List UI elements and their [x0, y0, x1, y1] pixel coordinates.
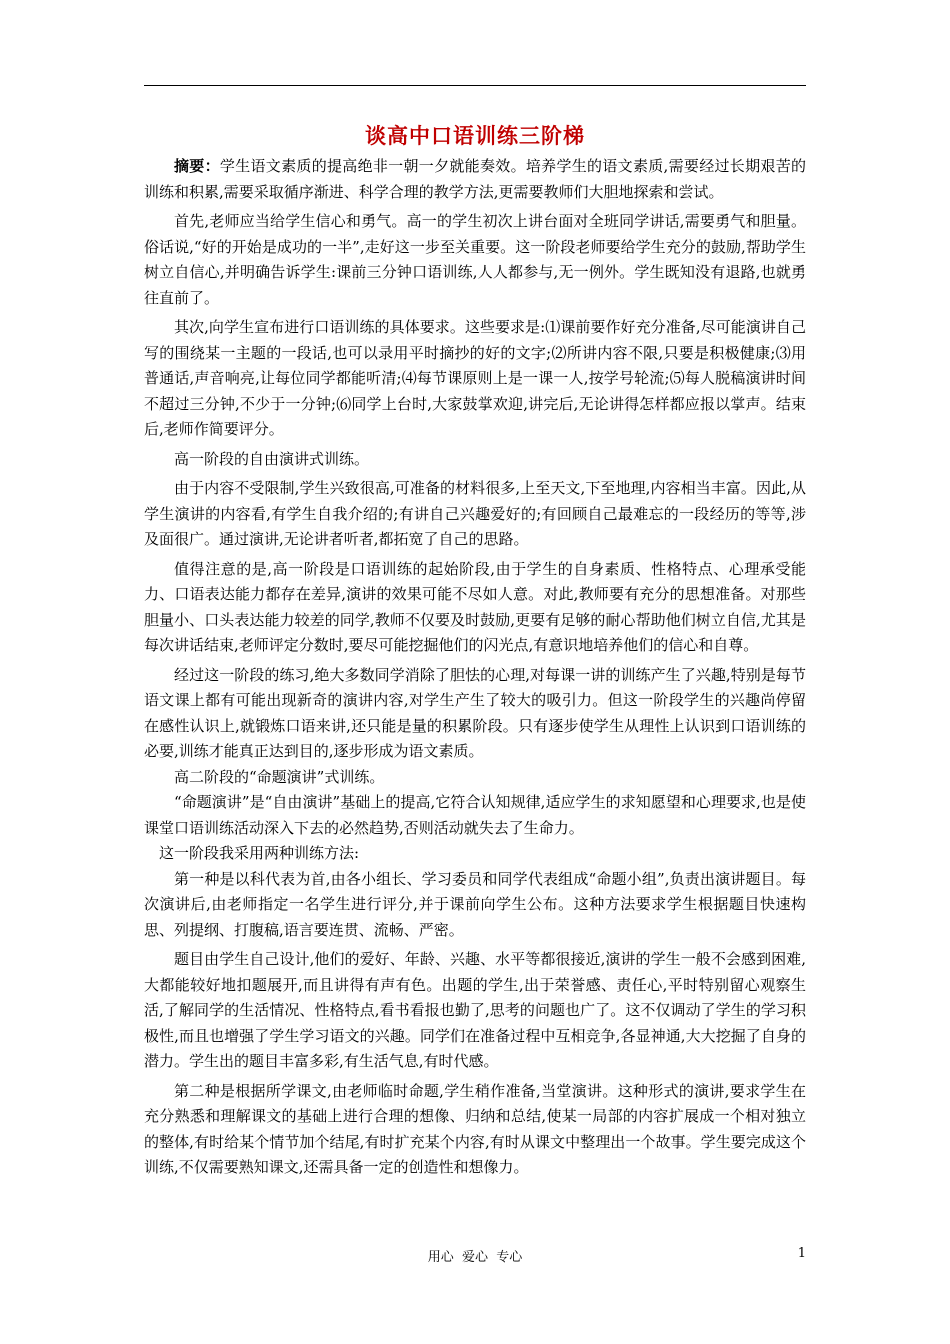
paragraph-8: 第一种是以科代表为首,由各小组长、学习委员和同学代表组成“命题小组”,负责出演讲题目。每次演讲后,由老师指定一名学生进行评分,并于课前向学生公布。这种方法要求学生根据题目快速构思、列提纲、打腹稿,语言要连贯、流畅、严密。	[144, 869, 806, 939]
page-number: 1	[797, 1246, 806, 1261]
page-footer	[0, 1246, 950, 1266]
footer-motto: 用心 爱心 专心	[427, 1250, 523, 1265]
header-rule	[144, 85, 806, 86]
abstract-label: 摘要：	[174, 157, 220, 175]
paragraph-7: 这一阶段我采用两种训练方法:	[159, 844, 360, 862]
paragraph-1: 首先,老师应当给学生信心和勇气。高一的学生初次上讲台面对全班同学讲话,需要勇气和胆量。俗话说,“好的开始是成功的一半”,走好这一步至关重要。这一阶段老师要给学生充分的鼓励,帮助学生树立自信心,并明确告诉学生:课前三分钟口语训练,人人都参与,无一例外。学生既知没有退路,也就勇往直前了。	[144, 212, 806, 307]
abstract-text: 学生语文素质的提高绝非一朝一夕就能奏效。培养学生的语文素质,需要经过长期艰苦的训练和积累,需要采取循序渐进、科学合理的教学方法,更需要教师们大胆地探索和尝试。	[144, 157, 806, 201]
document-title: 谈高中口语训练三阶梯	[365, 123, 585, 148]
paragraph-5: 经过这一阶段的练习,绝大多数同学消除了胆怯的心理,对每课一讲的训练产生了兴趣,特别是每节语文课上都有可能出现新奇的演讲内容,对学生产生了较大的吸引力。但这一阶段学生的兴趣尚停留在感性认识上,就锻炼口语来讲,还只能是量的积累阶段。只有逐步使学生从理性上认识到口语训练的必要,训练才能真正达到目的,逐步形成为语文素质。	[144, 665, 806, 760]
paragraph-6: “命题演讲”是“自由演讲”基础上的提高,它符合认知规律,适应学生的求知愿望和心理要求,也是使课堂口语训练活动深入下去的必然趋势,否则活动就失去了生命力。	[144, 793, 806, 837]
section-heading-1: 高一阶段的自由演讲式训练。	[174, 449, 370, 468]
paragraph-9: 题目由学生自己设计,他们的爱好、年龄、兴趣、水平等都很接近,演讲的学生一般不会感到困难,大都能较好地扣题展开,而且讲得有声有色。出题的学生,出于荣誉感、责任心,平时特别留心观察生活,了解同学的生活情况、性格特点,看书看报也勤了,思考的问题也广了。这不仅调动了学生的学习积极性,而且也增强了学生学习语文的兴趣。同学们在准备过程中互相竞争,各显神通,大大挖掘了自身的潜力。学生出的题目丰富多彩,有生活气息,有时代感。	[144, 950, 806, 1070]
abstract-paragraph	[144, 154, 806, 205]
paragraph-3: 由于内容不受限制,学生兴致很高,可准备的材料很多,上至天文,下至地理,内容相当丰富。因此,从学生演讲的内容看,有学生自我介绍的;有讲自己兴趣爱好的;有回顾自己最难忘的一段经历的等等,涉及面很广。通过演讲,无论讲者听者,都拓宽了自己的思路。	[144, 479, 806, 548]
document-body	[144, 120, 806, 1181]
paragraph-10: 第二种是根据所学课文,由老师临时命题,学生稍作准备,当堂演讲。这种形式的演讲,要求学生在充分熟悉和理解课文的基础上进行合理的想像、归纳和总结,使某一局部的内容扩展成一个相对独立的整体,有时给某个情节加个结尾,有时扩充某个内容,有时从课文中整理出一个故事。学生要完成这个训练,不仅需要熟知课文,还需具备一定的创造性和想像力。	[144, 1081, 806, 1176]
paragraph-2: 其次,向学生宣布进行口语训练的具体要求。这些要求是:⑴课前要作好充分准备,尽可能演讲自己写的围绕某一主题的一段话,也可以录用平时摘抄的好的文字;⑵所讲内容不限,只要是积极健康;⑶用普通话,声音响亮,让每位同学都能听清;⑷每节课原则上是一课一人,按学号轮流;⑸每人脱稿演讲时间不超过三分钟,不少于一分钟;⑹同学上台时,大家鼓掌欢迎,讲完后,无论讲得怎样都应报以掌声。结束后,老师作简要评分。	[144, 318, 806, 438]
paragraph-4: 值得注意的是,高一阶段是口语训练的起始阶段,由于学生的自身素质、性格特点、心理承受能力、口语表达能力都存在差异,演讲的效果可能不尽如人意。对此,教师要有充分的思想准备。对那些胆量小、口头表达能力较差的同学,教师不仅要及时鼓励,更要有足够的耐心帮助他们树立自信,尤其是每次讲话结束,老师评定分数时,要尽可能挖掘他们的闪光点,有意识地培养他们的信心和自尊。	[144, 559, 806, 654]
section-heading-2: 高二阶段的“命题演讲”式训练。	[174, 767, 385, 786]
